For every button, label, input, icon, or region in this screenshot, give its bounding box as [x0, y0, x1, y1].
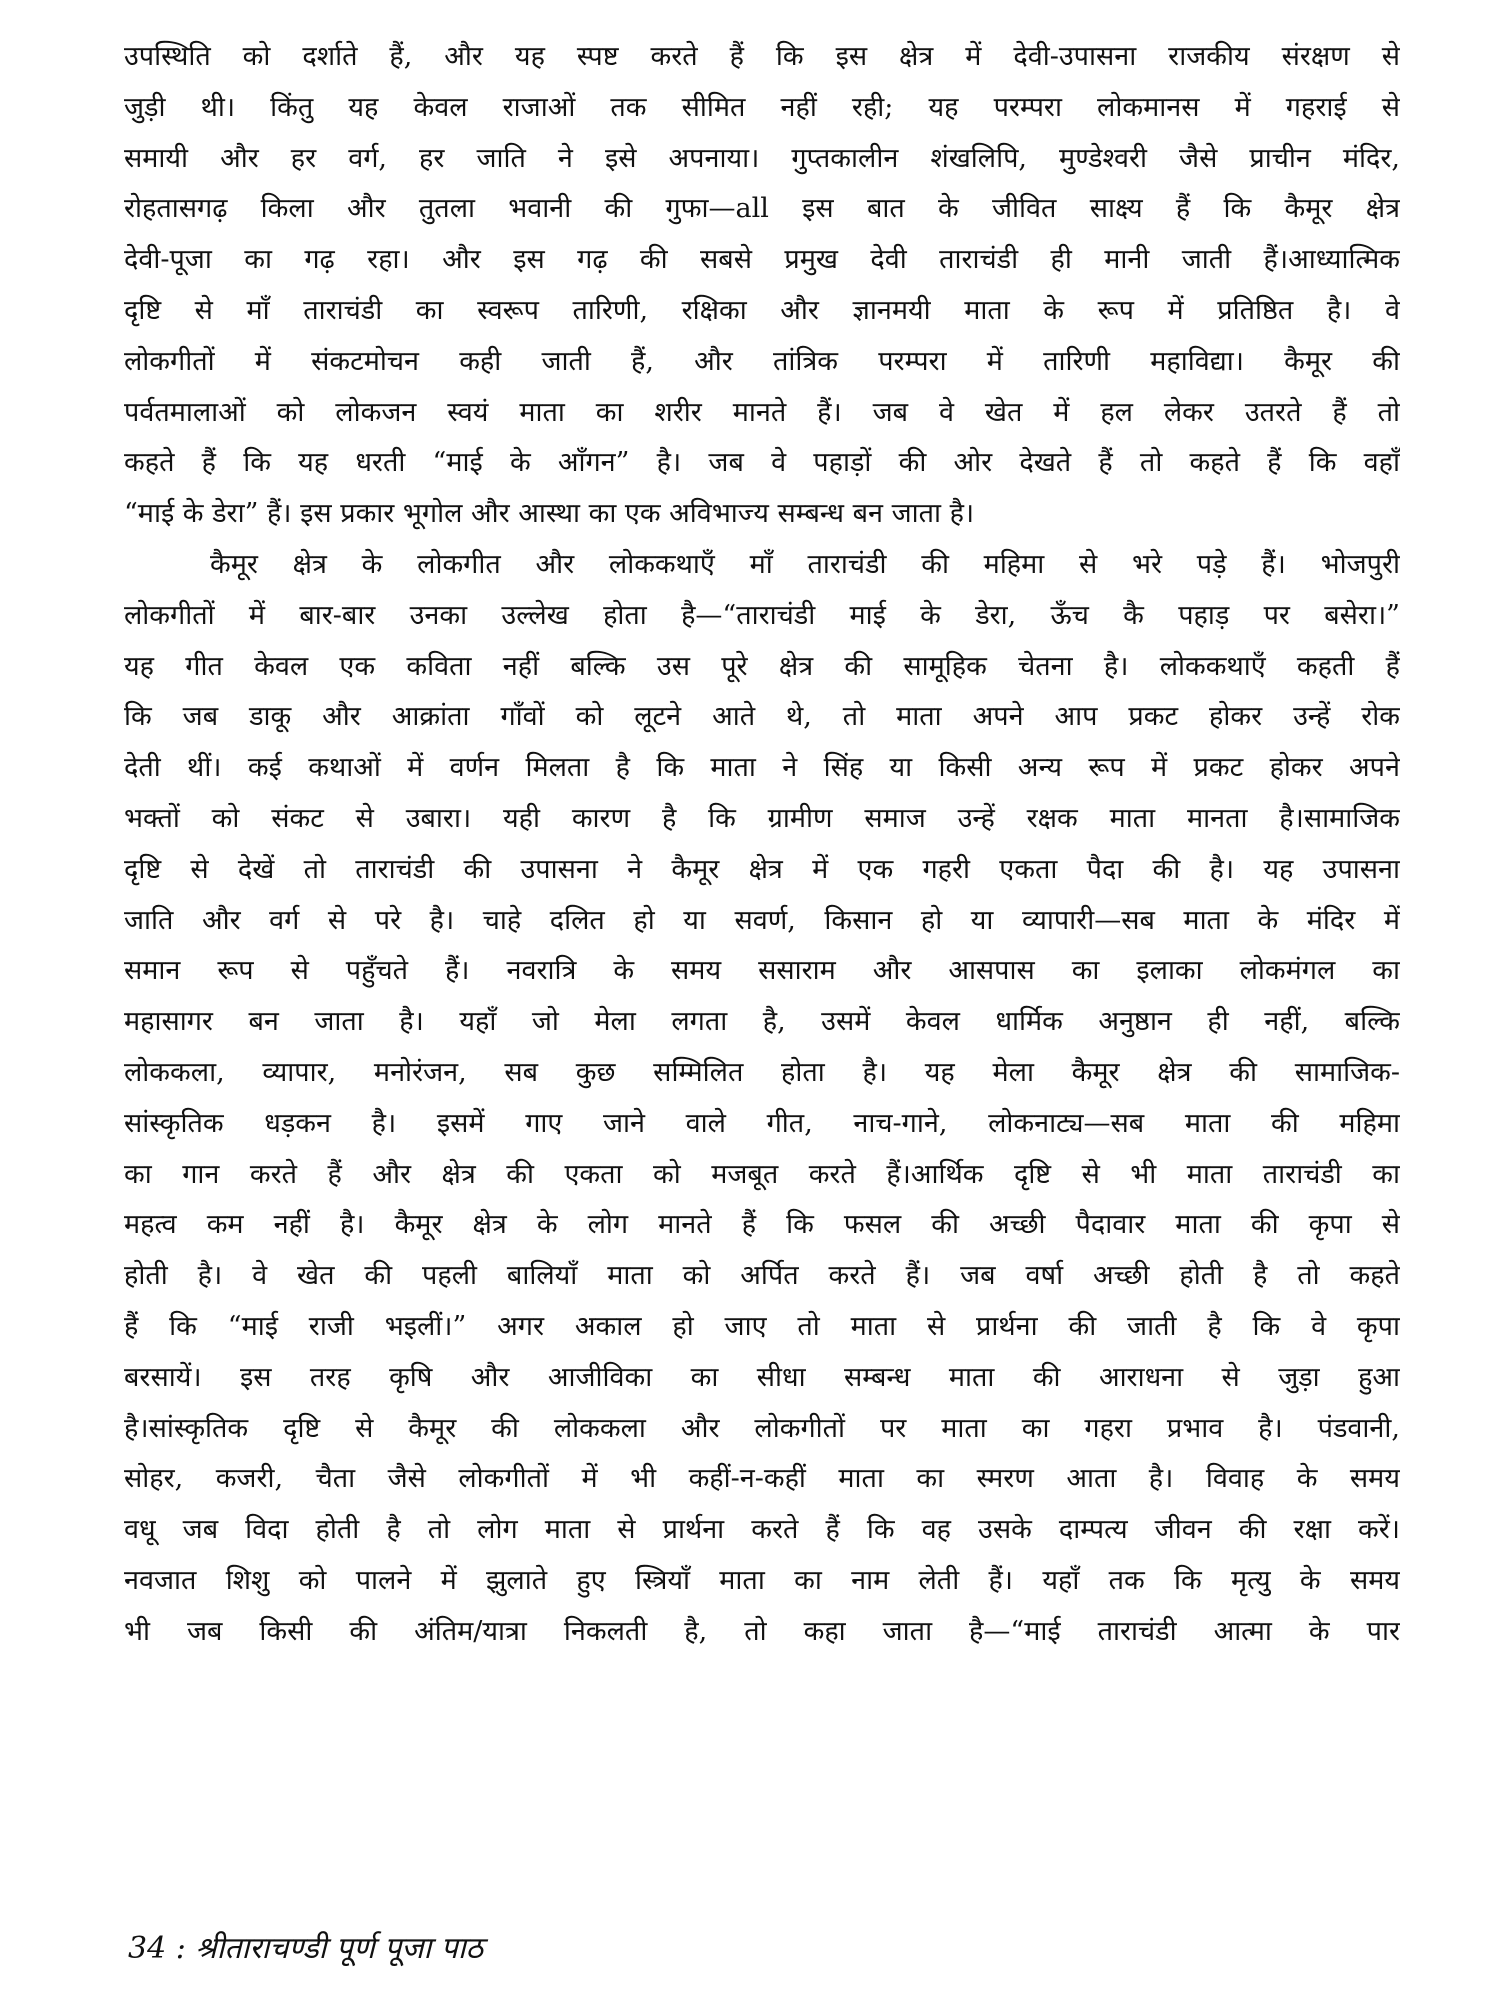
text-line: जाति और वर्ग से परे है। चाहे दलित हो या सवर्ण, किसान हो या व्यापारी—सब माता के मंदिर में — [124, 904, 1400, 936]
text-line: लोकगीतों में बार-बार उनका उल्लेख होता है—“ताराचंडी माई के डेरा, ऊँच कै पहाड़ पर बसेरा।” — [124, 599, 1400, 631]
text-line: समान रूप से पहुँचते हैं। नवरात्रि के समय ससाराम और आसपास का इलाका लोकमंगल का — [124, 955, 1400, 987]
text-line: देती थीं। कई कथाओं में वर्णन मिलता है कि माता ने सिंह या किसी अन्य रूप में प्रकट होकर अपने — [124, 752, 1400, 784]
text-line: कहते हैं कि यह धरती “माई के आँगन” है। जब वे पहाड़ों की ओर देखते हैं तो कहते हैं कि वहाँ — [124, 447, 1400, 479]
text-line: सांस्कृतिक धड़कन है। इसमें गाए जाने वाले गीत, नाच-गाने, लोकनाट्य—सब माता की महिमा — [124, 1107, 1400, 1139]
text-line: उपस्थिति को दर्शाते हैं, और यह स्पष्ट करते हैं कि इस क्षेत्र में देवी-उपासना राजकीय संरक्षण से — [124, 41, 1400, 72]
text-line: “माई के डेरा” हैं। इस प्रकार भूगोल और आस्था का एक अविभाज्य सम्बन्ध बन जाता है। — [124, 498, 975, 530]
text-line: है।सांस्कृतिक दृष्टि से कैमूर की लोककला और लोकगीतों पर माता का गहरा प्रभाव है। पंडवानी, — [124, 1412, 1400, 1444]
body-text — [124, 32, 1400, 1658]
text-line: कि जब डाकू और आक्रांता गाँवों को लूटने आते थे, तो माता अपने आप प्रकट होकर उन्हें रोक — [124, 701, 1400, 733]
text-line: सोहर, कजरी, चैता जैसे लोकगीतों में भी कहीं-न-कहीं माता का स्मरण आता है। विवाह के समय — [124, 1463, 1400, 1495]
text-line: पर्वतमालाओं को लोकजन स्वयं माता का शरीर मानते हैं। जब वे खेत में हल लेकर उतरते हैं तो — [124, 396, 1400, 428]
text-line: दृष्टि से माँ ताराचंडी का स्वरूप तारिणी, रक्षिका और ज्ञानमयी माता के रूप में प्रतिष्ठित है। वे — [124, 294, 1400, 326]
text-line: देवी-पूजा का गढ़ रहा। और इस गढ़ की सबसे प्रमुख देवी ताराचंडी ही मानी जाती हैं।आध्यात्मिक — [124, 244, 1400, 276]
page-footer: 34 : श्रीताराचण्डी पूर्ण पूजा पाठ — [128, 1931, 484, 1966]
text-line: महत्व कम नहीं है। कैमूर क्षेत्र के लोग मानते हैं कि फसल की अच्छी पैदावार माता की कृपा से — [124, 1209, 1400, 1241]
text-line: भक्तों को संकट से उबारा। यही कारण है कि ग्रामीण समाज उन्हें रक्षक माता मानता है।सामाजिक — [124, 802, 1400, 834]
text-line: हैं कि “माई राजी भइलीं।” अगर अकाल हो जाए तो माता से प्रार्थना की जाती है कि वे कृपा — [124, 1310, 1400, 1342]
text-line: यह गीत केवल एक कविता नहीं बल्कि उस पूरे क्षेत्र की सामूहिक चेतना है। लोककथाएँ कहती हैं — [124, 650, 1400, 682]
text-line: बरसायें। इस तरह कृषि और आजीविका का सीधा सम्बन्ध माता की आराधना से जुड़ा हुआ — [124, 1361, 1400, 1393]
text-line: लोककला, व्यापार, मनोरंजन, सब कुछ सम्मिलित होता है। यह मेला कैमूर क्षेत्र की सामाजिक- — [124, 1056, 1400, 1088]
text-line: समायी और हर वर्ग, हर जाति ने इसे अपनाया। गुप्तकालीन शंखलिपि, मुण्डेश्वरी जैसे प्राचीन मंदिर, — [124, 142, 1400, 174]
text-line: का गान करते हैं और क्षेत्र की एकता को मजबूत करते हैं।आर्थिक दृष्टि से भी माता ताराचंडी का — [124, 1158, 1400, 1190]
paragraph-start-line: कैमूर क्षेत्र के लोकगीत और लोककथाएँ माँ ताराचंडी की महिमा से भरे पड़े हैं। भोजपुरी — [210, 548, 1400, 580]
text-line: लोकगीतों में संकटमोचन कही जाती हैं, और तांत्रिक परम्परा में तारिणी महाविद्या। कैमूर की — [124, 345, 1400, 377]
text-line: महासागर बन जाता है। यहाँ जो मेला लगता है, उसमें केवल धार्मिक अनुष्ठान ही नहीं, बल्कि — [124, 1006, 1400, 1038]
text-line: होती है। वे खेत की पहली बालियाँ माता को अर्पित करते हैं। जब वर्षा अच्छी होती है तो कहते — [124, 1260, 1400, 1292]
text-line: वधू जब विदा होती है तो लोग माता से प्रार्थना करते हैं कि वह उसके दाम्पत्य जीवन की रक्षा करें। — [124, 1514, 1400, 1546]
text-line: नवजात शिशु को पालने में झुलाते हुए स्त्रियाँ माता का नाम लेती हैं। यहाँ तक कि मृत्यु के समय — [124, 1564, 1400, 1596]
text-line: दृष्टि से देखें तो ताराचंडी की उपासना ने कैमूर क्षेत्र में एक गहरी एकता पैदा की है। यह उपासना — [124, 853, 1400, 885]
text-line: जुड़ी थी। किंतु यह केवल राजाओं तक सीमित नहीं रही; यह परम्परा लोकमानस में गहराई से — [124, 91, 1400, 123]
text-line: रोहतासगढ़ किला और तुतला भवानी की गुफा—all इस बात के जीवित साक्ष्य हैं कि कैमूर क्षेत्र — [124, 193, 1400, 225]
text-line: भी जब किसी की अंतिम/यात्रा निकलती है, तो कहा जाता है—“माई ताराचंडी आत्मा के पार — [124, 1615, 1400, 1647]
